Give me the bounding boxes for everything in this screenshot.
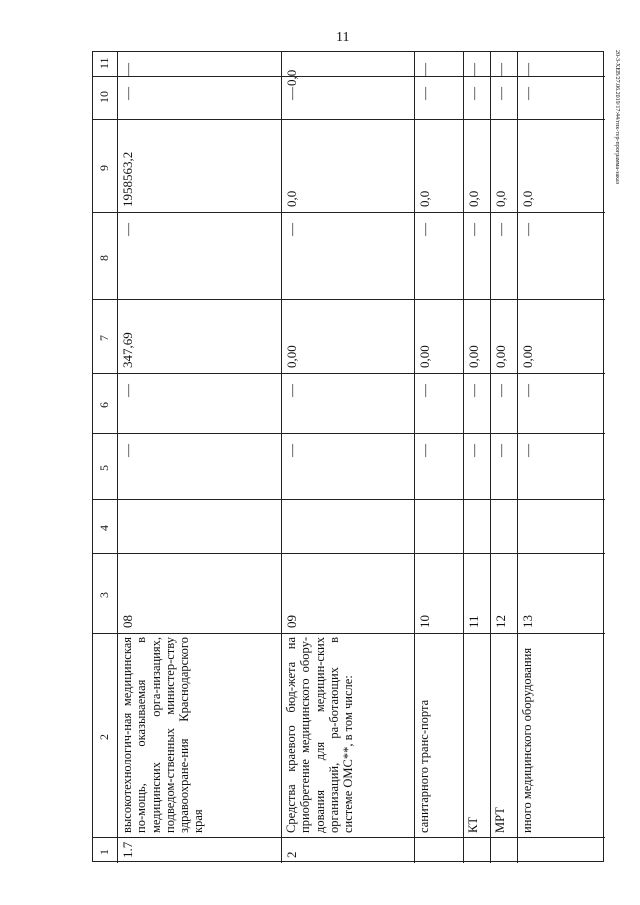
header-cell-6: 6 [97,402,111,408]
header-cell-11: 11 [97,57,111,69]
row3-c9: 0,0 [417,190,432,207]
row2-c11: 0,0 [284,69,299,86]
header-cell-8: 8 [97,254,111,261]
header-cell-2: 2 [97,734,111,740]
header-cell-9: 9 [97,164,111,171]
row6-c2: иного медицинского оборудования [520,647,534,833]
column-rule [93,499,605,500]
header-cell-10: 10 [97,90,111,103]
row5-c3: 12 [493,615,508,628]
row5-c9: 0,0 [493,190,508,207]
row4-c10: — [466,87,481,100]
header-cell-3: 3 [97,592,111,598]
row5-c7: 0,00 [493,345,508,368]
row1-c5: — [120,444,135,457]
row3-c11: — [417,63,432,76]
row4-c3: 11 [466,615,481,628]
row1-c10: — [120,87,135,100]
side-note-text: 20-3-XEB/27.06.2019/17:44/гпк-тер-программа-заказ [614,50,620,184]
row4-c11: — [466,63,481,76]
column-rule [93,837,605,838]
row1-c9: 1958563,2 [120,151,135,207]
row2-c9: 0,0 [284,190,299,207]
row3-c10: — [417,87,432,100]
column-rule [93,373,605,374]
row2-c8: — [284,223,299,236]
row2-c6: — [284,384,299,397]
row5-c11: — [493,63,508,76]
row6-c8: — [520,223,535,236]
column-rule [93,633,605,634]
row1-c2: высокотехнологич-ная медицинская по-мощь, оказываемая в медицинских орга-низациях, подведом-ственных министер-ству здравоохране-ния Краснодарского края [120,637,206,833]
header-cell-4: 4 [97,525,111,531]
row2-c3: 09 [284,615,299,628]
row2-c1: 2 [284,851,299,858]
row5-c8: — [493,223,508,236]
row5-c2: МРТ [493,807,507,833]
row6-c11: — [520,63,535,76]
side-note [612,50,622,850]
row4-c6: — [466,384,481,397]
column-rule [93,553,605,554]
row3-c7: 0,00 [417,345,432,368]
row1-c7: 347,69 [120,332,135,368]
row-rule [463,52,464,863]
row3-c5: — [417,444,432,457]
row1-c3: 08 [120,615,135,628]
column-rule [93,119,605,120]
row1-c6: — [120,384,135,397]
row-rule [490,52,491,863]
page-number: 11 [336,30,350,45]
row6-c5: — [520,444,535,457]
row3-c8: — [417,223,432,236]
column-rule [93,433,605,434]
row4-c2: КТ [466,817,480,833]
row6-c3: 13 [520,615,535,628]
header-cell-1: 1 [97,849,111,855]
row5-c5: — [493,444,508,457]
row6-c6: — [520,384,535,397]
row6-c10: — [520,87,535,100]
row4-c8: — [466,223,481,236]
row2-c5: — [284,444,299,457]
row1-c1: 1.7 [120,841,135,858]
row1-c11: — [120,63,135,76]
row3-c2: санитарного транс-порта [417,699,431,833]
row6-c7: 0,00 [520,345,535,368]
row5-c6: — [493,384,508,397]
row3-c3: 10 [417,615,432,628]
row2-c10: — [284,87,299,100]
column-rule [93,212,605,213]
column-rule [93,299,605,300]
row6-c9: 0,0 [520,190,535,207]
row4-c7: 0,00 [466,345,481,368]
header-cell-5: 5 [97,465,111,471]
row4-c9: 0,0 [466,190,481,207]
row2-c7: 0,00 [284,345,299,368]
row4-c5: — [466,444,481,457]
row5-c10: — [493,87,508,100]
header-cell-7: 7 [97,335,111,341]
row-rule [414,52,415,863]
row1-c8: — [120,223,135,236]
row-rule [117,52,118,863]
row-rule [281,52,282,863]
row-rule [517,52,518,863]
column-rule [93,76,605,77]
row3-c6: — [417,384,432,397]
row2-c2: Средства краевого бюд-жета на приобретение медицинского обору-дования для медицин-ских организаций, ра-ботающих в системе ОМС**, в том числе: [284,637,356,833]
rotated-table [92,51,604,862]
